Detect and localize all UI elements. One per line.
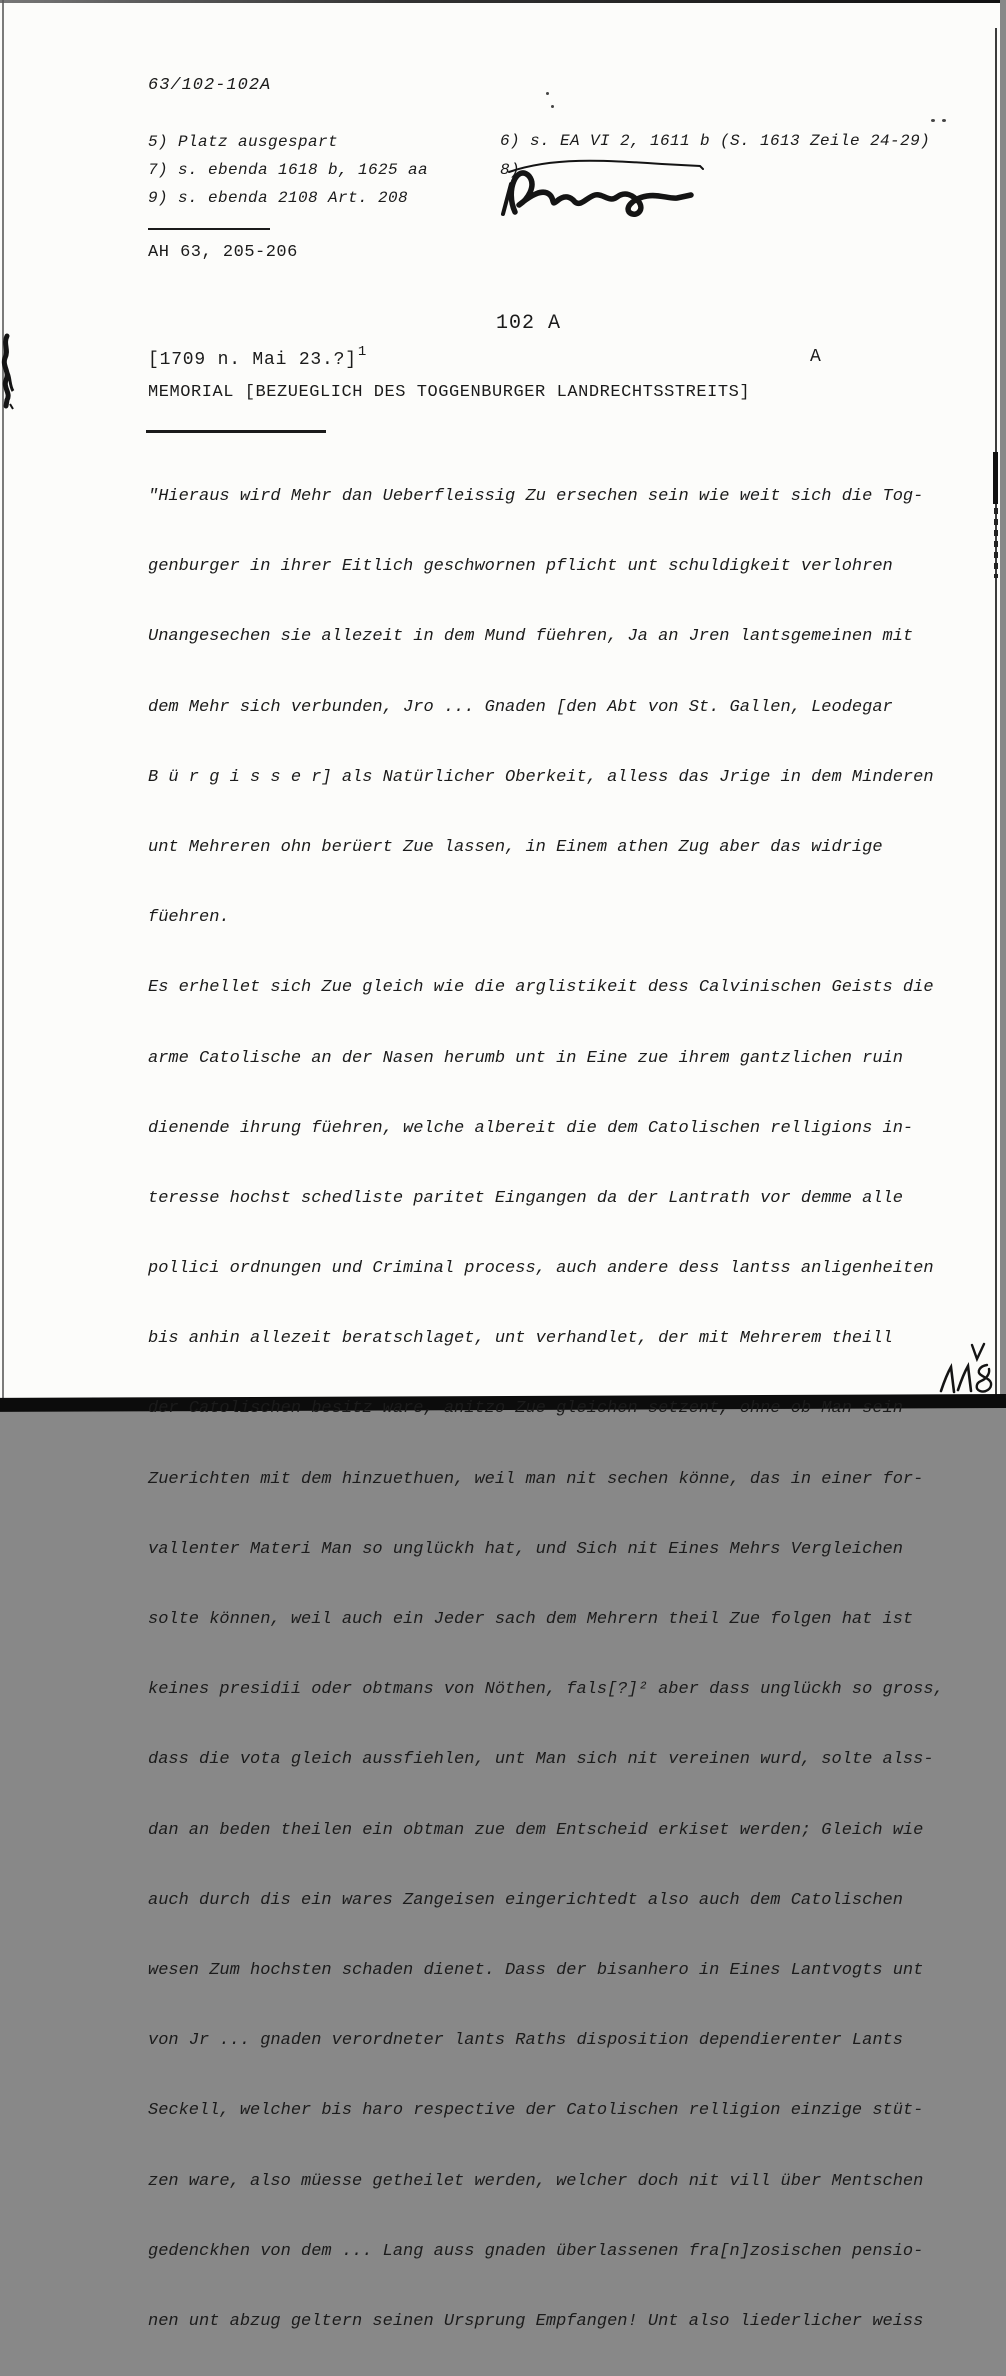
- body-line: unt Mehreren ohn berüert Zue lassen, in Einem athen Zug aber das widrige: [148, 837, 883, 857]
- body-line: solte können, weil auch ein Jeder sach dem Mehrern theil Zue folgen hat ist: [148, 1610, 914, 1629]
- body-line: der Catolischen besitz ware, anitzo Zue gleichen setzent, ohne ob Man sein: [148, 1399, 903, 1419]
- body-line: von Jr ... gnaden verordneter lants Raths disposition dependierenter Lants: [148, 2031, 903, 2051]
- archive-reference: AH 63, 205-206: [148, 243, 298, 262]
- handwritten-page-number: [933, 1333, 999, 1399]
- body-line: pollici ordnungen und Criminal process, auch andere dess lantss anligenheiten: [148, 1259, 934, 1279]
- body-line: auch durch dis ein wares Zangeisen eingerichtedt also auch dem Catolischen: [148, 1890, 903, 1910]
- scan-edge-top: [0, 0, 1000, 3]
- document-ref-number: 63/102-102A: [148, 76, 272, 95]
- body-line: nen unt abzug geltern seinen Ursprung Empfangen! Unt also liederlicher weiss: [148, 2311, 924, 2331]
- footnote-6: 6) s. EA VI 2, 1611 b (S. 1613 Zeile 24-29): [500, 132, 931, 150]
- scan-speck: [546, 92, 549, 95]
- body-line: genburger in ihrer Eitlich geschwornen pflicht unt schuldigkeit verlohren: [148, 557, 893, 577]
- body-line: Unangesechen sie allezeit in dem Mund füehren, Ja an Jren lantsgemeinen mit: [148, 627, 914, 647]
- footnote-8-marker: 8): [500, 161, 521, 179]
- transcription-body: [148, 443, 948, 2376]
- document-title: MEMORIAL [BEZUEGLICH DES TOGGENBURGER LANDRECHTSSTREITS]: [148, 383, 751, 402]
- scan-edge-right-mark: [993, 452, 998, 504]
- body-line: dan an beden theilen ein obtman zue dem Entscheid erkiset werden; Gleich wie: [148, 1820, 924, 1840]
- body-line: dienende ihrung füehren, welche albereit die dem Catolischen relligions in-: [148, 1118, 914, 1138]
- body-line: arme Catolische an der Nasen herumb unt in Eine zue ihrem gantzlichen ruin: [148, 1048, 903, 1068]
- body-line: Seckell, welcher bis haro respective der Catolischen relligion einzige stüt-: [148, 2101, 924, 2121]
- scan-edge-right: [995, 28, 997, 1396]
- date-text: [1709 n. Mai 23.?]: [148, 350, 357, 370]
- scan-edge-left: [2, 0, 4, 1407]
- ink-mark-left-margin: [0, 330, 30, 412]
- body-line: bis anhin allezeit beratschlaget, unt verhandlet, der mit Mehrerem theill: [148, 1329, 893, 1349]
- footnote-ref-1: 1: [357, 344, 368, 360]
- document-date: [148, 346, 366, 370]
- body-line: vallenter Materi Man so unglückh hat, und Sich nit Eines Mehrs Vergleichen: [148, 1539, 903, 1559]
- footnote-7: 7) s. ebenda 1618 b, 1625 aa: [148, 161, 429, 179]
- corner-letter: A: [810, 347, 821, 367]
- scan-speck: [931, 119, 935, 122]
- body-line: teresse hochst schedliste paritet Eingangen da der Lantrath vor demme alle: [148, 1188, 903, 1208]
- body-line: füehren.: [148, 908, 230, 928]
- footnote-9: 9) s. ebenda 2108 Art. 208: [148, 189, 409, 207]
- body-line: gedenckhen von dem ... Lang auss gnaden überlassenen fra[n]zosischen pensio-: [148, 2241, 924, 2261]
- body-line: zen ware, also müesse getheilet werden, welcher doch nit vill über Mentschen: [148, 2171, 924, 2191]
- body-line: "Hieraus wird Mehr dan Ueberfleissig Zu ersechen sein wie weit sich die Tog-: [148, 487, 924, 506]
- scan-edge-right-dashes: [994, 508, 998, 578]
- scan-speck: [942, 119, 946, 122]
- scan-speck: [551, 105, 554, 108]
- document-number: 102 A: [496, 312, 562, 335]
- body-line: wesen Zum hochsten schaden dienet. Dass der bisanhero in Eines Lantvogts unt: [148, 1960, 924, 1980]
- handwritten-signature: [497, 148, 712, 218]
- title-underline-rule: [146, 430, 326, 433]
- body-line: Zuerichten mit dem hinzuethuen, weil man nit sechen könne, das in einer for-: [148, 1469, 924, 1489]
- divider-rule: [148, 228, 270, 230]
- body-line: keines presidii oder obtmans von Nöthen, fals[?]² aber dass unglückh so gross,: [148, 1680, 944, 1700]
- body-line: B ü r g i s s e r] als Natürlicher Oberkeit, alless das Jrige in dem Minderen: [148, 767, 934, 787]
- body-line: Es erhellet sich Zue gleich wie die arglistikeit dess Calvinischen Geists die: [148, 978, 934, 998]
- footnote-5: 5) Platz ausgespart: [148, 133, 339, 151]
- body-line: dem Mehr sich verbunden, Jro ... Gnaden [den Abt von St. Gallen, Leodegar: [148, 697, 893, 717]
- body-line: dass die vota gleich aussfiehlen, unt Man sich nit vereinen wurd, solte alss-: [148, 1750, 934, 1770]
